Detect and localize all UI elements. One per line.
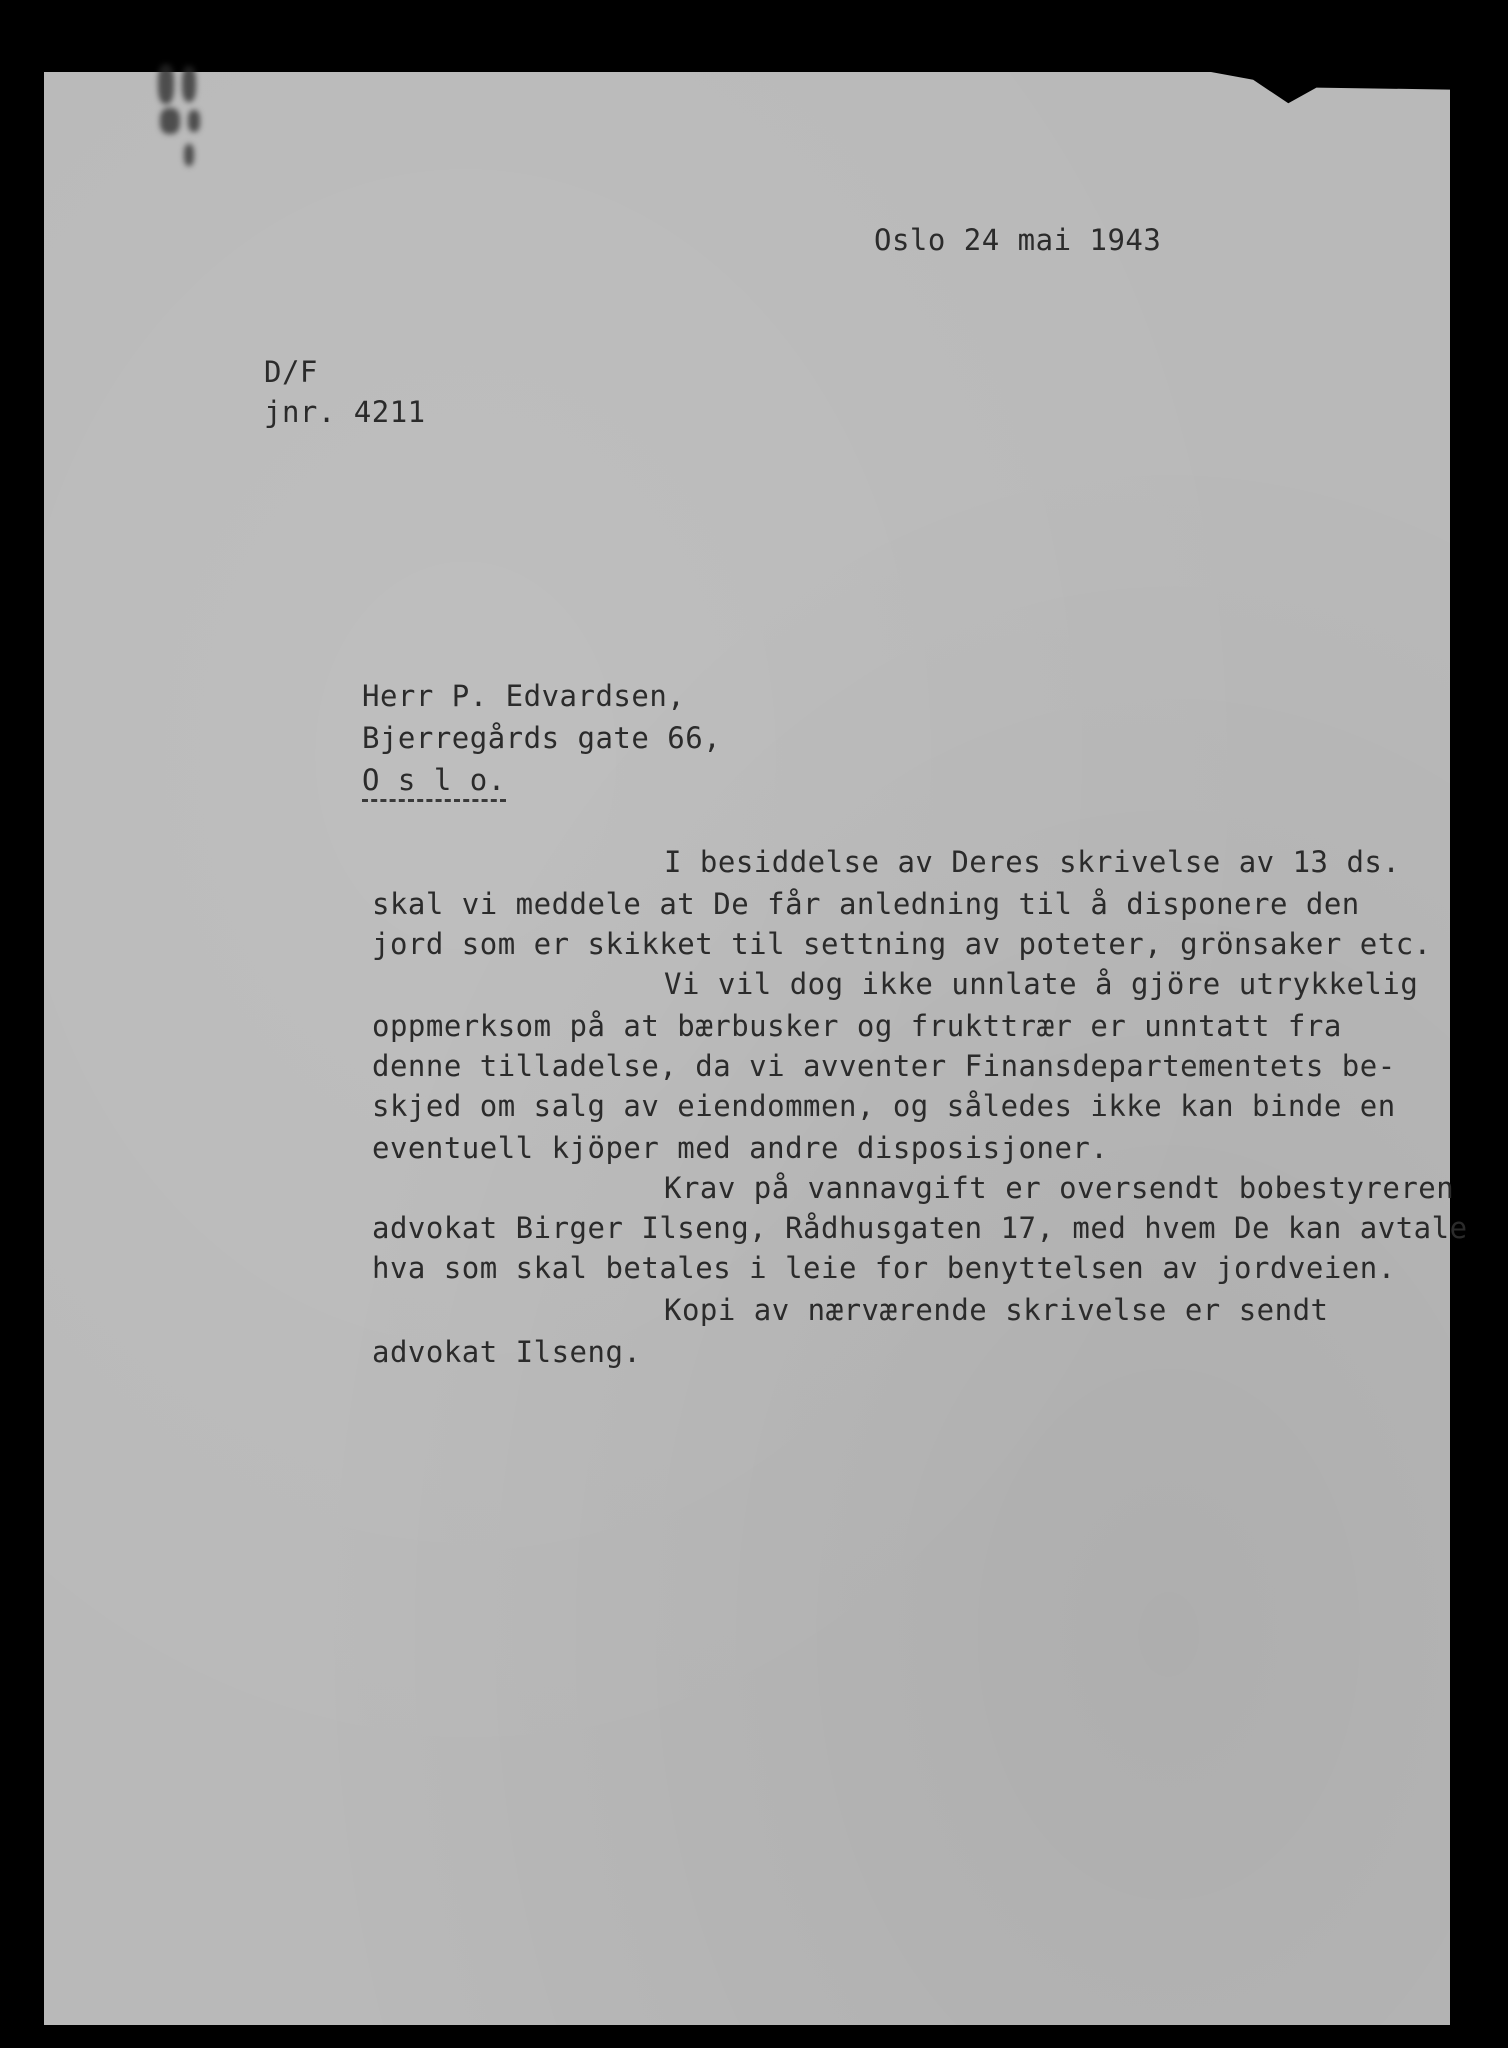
recipient-street: Bjerregårds gate 66,	[362, 721, 722, 755]
department-reference: D/F	[264, 355, 318, 389]
recipient-city: O s l o.	[362, 766, 506, 802]
body-line: eventuell kjöper med andre disposisjoner.	[372, 1131, 1109, 1165]
journal-number: jnr. 4211	[264, 395, 426, 429]
body-line: advokat Ilseng.	[372, 1335, 642, 1369]
body-line: skal vi meddele at De får anledning til å disponere den	[372, 887, 1360, 921]
body-line: I besiddelse av Deres skrivelse av 13 ds.	[664, 845, 1401, 879]
body-line: skjed om salg av eiendommen, og således ikke kan binde en	[372, 1089, 1396, 1123]
body-line: denne tilladelse, da vi avventer Finansdepartementets be-	[372, 1049, 1396, 1083]
body-line: Krav på vannavgift er oversendt bobestyreren	[664, 1171, 1455, 1205]
body-line: Kopi av nærværende skrivelse er sendt	[664, 1293, 1329, 1327]
letter-date: Oslo 24 mai 1943	[874, 223, 1162, 257]
body-line: jord som er skikket til settning av poteter, grönsaker etc.	[372, 927, 1432, 961]
body-line: oppmerksom på at bærbusker og frukttrær er unntatt fra	[372, 1009, 1342, 1043]
body-line: hva som skal betales i leie for benyttelsen av jordveien.	[372, 1251, 1396, 1285]
body-line: advokat Birger Ilseng, Rådhusgaten 17, med hvem De kan avtale	[372, 1211, 1468, 1245]
body-line: Vi vil dog ikke unnlate å gjöre utrykkelig	[664, 967, 1419, 1001]
punch-hole-marks	[148, 64, 218, 184]
recipient-name: Herr P. Edvardsen,	[362, 679, 686, 713]
